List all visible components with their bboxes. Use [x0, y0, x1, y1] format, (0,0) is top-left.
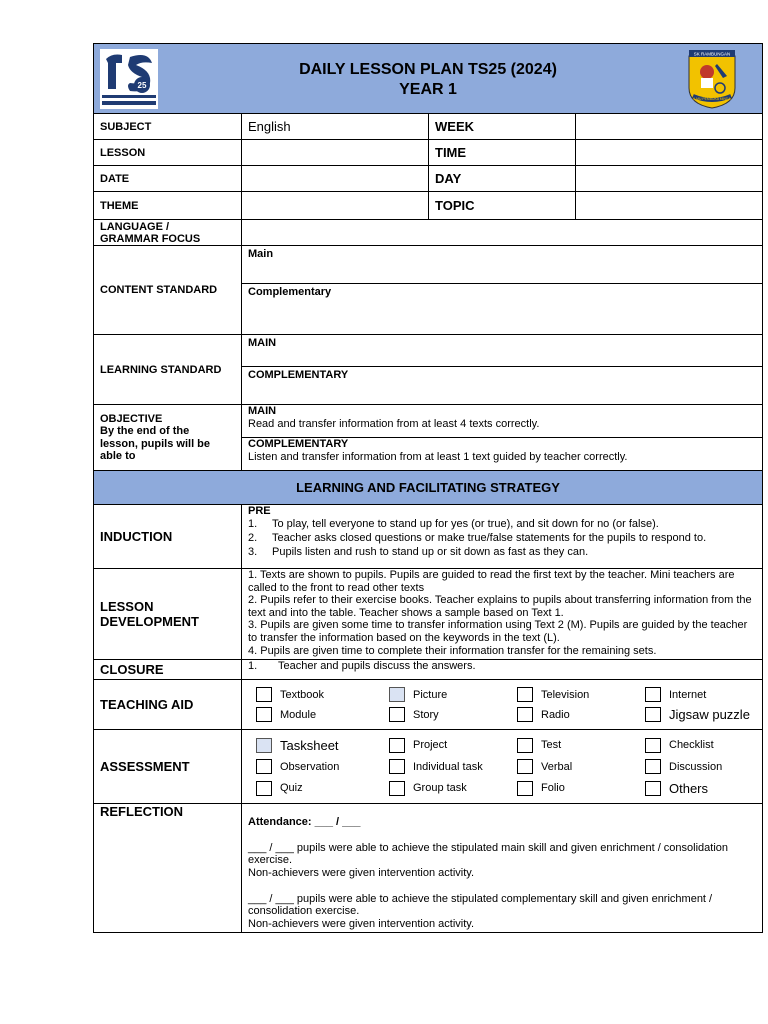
assessment-option-tasksheet[interactable] — [256, 734, 389, 756]
objective-label-line-4: able to — [100, 450, 136, 462]
induction-item-text: Teacher asks closed questions or make true/false statements for the pupils to respond to. — [272, 532, 707, 544]
teaching-aid-option-label: Television — [541, 688, 590, 701]
strategy-section-title: LEARNING AND FACILITATING STRATEGY — [94, 471, 763, 505]
language-focus-value[interactable] — [242, 220, 763, 246]
development-step: 4. Pupils are given time to complete their information transfer for the remaining sets. — [248, 644, 657, 657]
teaching-aid-checkbox-story[interactable] — [389, 707, 405, 722]
lesson-development-label-line-1: LESSON — [100, 599, 154, 615]
induction-item-number: 1. — [248, 518, 258, 530]
teaching-aid-checkbox-television[interactable] — [517, 687, 533, 702]
assessment-checkbox-tasksheet[interactable] — [256, 738, 272, 753]
learning-standard-main[interactable] — [242, 335, 763, 367]
teaching-aid-option-module[interactable] — [256, 705, 389, 725]
week-label: WEEK — [429, 114, 576, 140]
assessment-checkbox-project[interactable] — [389, 738, 405, 753]
induction-item — [248, 546, 756, 560]
teaching-aid-option-radio[interactable] — [517, 705, 645, 725]
induction-label: INDUCTION — [94, 505, 242, 569]
learning-standard-label: LEARNING STANDARD — [94, 335, 242, 405]
teaching-aid-option-label: Jigsaw puzzle — [669, 707, 750, 723]
assessment-option-checklist[interactable] — [645, 734, 765, 756]
teaching-aid-checkbox-jigsaw-puzzle[interactable] — [645, 707, 661, 722]
teaching-aid-option-story[interactable] — [389, 705, 517, 725]
teaching-aid-option-textbook[interactable] — [256, 685, 389, 705]
title-line-1: DAILY LESSON PLAN TS25 (2024) — [299, 61, 557, 78]
development-step: 3. Pupils are given some time to transfer information using Text 2 (M). Pupils are guided by the teacher to transfer the information based on the keywords in the text (L). — [248, 619, 748, 644]
reflection-main-line-2: Non-achievers were given intervention activity. — [248, 866, 475, 879]
logo-number: 25 — [137, 81, 147, 90]
teaching-aid-checkbox-radio[interactable] — [517, 707, 533, 722]
assessment-checkbox-quiz[interactable] — [256, 781, 272, 796]
assessment-label: ASSESSMENT — [94, 730, 242, 804]
teaching-aid-grid — [242, 685, 762, 725]
assessment-checkbox-verbal[interactable] — [517, 759, 533, 774]
learning-standard-complementary[interactable] — [242, 367, 763, 405]
learning-standard-complementary-label: COMPLEMENTARY — [248, 369, 349, 381]
teaching-aid-checkbox-textbook[interactable] — [256, 687, 272, 702]
assessment-option-label: Others — [669, 780, 709, 796]
assessment-checkbox-observation[interactable] — [256, 759, 272, 774]
induction-item — [248, 518, 756, 532]
assessment-option-test[interactable] — [517, 734, 645, 756]
objective-main[interactable] — [242, 405, 763, 438]
assessment-option-label: Project — [413, 739, 448, 752]
crest-name: SK RAMBUNGAN — [693, 51, 731, 57]
date-label: DATE — [94, 166, 242, 192]
header-banner — [94, 44, 763, 114]
teaching-aid-option-label: Module — [280, 708, 317, 721]
objective-complementary[interactable] — [242, 438, 763, 471]
induction-item-text: To play, tell everyone to stand up for yes (or true), and sit down for no (or false). — [272, 518, 659, 530]
teaching-aid-option-picture[interactable] — [389, 685, 517, 705]
objective-label-line-3: lesson, pupils will be — [100, 437, 211, 450]
assessment-option-verbal[interactable] — [517, 756, 645, 778]
induction-item-number: 2. — [248, 532, 258, 544]
development-step: 2. Pupils refer to their exercise books. Teacher explains to pupils about transferring information from the text and into the table. Teacher shows a sample based on Text 1. — [248, 594, 752, 619]
lesson-development-label — [94, 569, 242, 660]
objective-complementary-label: COMPLEMENTARY — [248, 438, 349, 450]
language-focus-label-line-1: LANGUAGE / — [100, 220, 170, 233]
teaching-aid-options — [242, 680, 763, 730]
teaching-aid-option-television[interactable] — [517, 685, 645, 705]
teaching-aid-checkbox-internet[interactable] — [645, 687, 661, 702]
objective-label-line-2: By the end of the — [100, 425, 190, 437]
assessment-option-label: Discussion — [669, 760, 723, 773]
assessment-checkbox-group-task[interactable] — [389, 781, 405, 796]
assessment-option-project[interactable] — [389, 734, 517, 756]
title-line-2: YEAR 1 — [399, 81, 457, 98]
induction-item-text: Pupils listen and rush to stand up or sit down as fast as they can. — [272, 546, 589, 558]
induction-item-number: 3. — [248, 546, 258, 558]
school-crest-logo — [687, 48, 737, 110]
week-value[interactable] — [576, 114, 763, 140]
closure-item — [248, 660, 756, 673]
assessment-option-folio[interactable] — [517, 777, 645, 799]
topic-value[interactable] — [576, 192, 763, 220]
assessment-option-label: Quiz — [280, 782, 303, 795]
subject-label: SUBJECT — [94, 114, 242, 140]
closure-label: CLOSURE — [94, 660, 242, 680]
attendance-line: Attendance: ___ / ___ — [248, 816, 361, 829]
teaching-aid-option-label: Picture — [413, 688, 448, 701]
closure-item-text: Teacher and pupils discuss the answers. — [278, 660, 476, 673]
reflection-complementary-line-2: Non-achievers were given intervention activity. — [248, 917, 475, 930]
lesson-plan-table — [93, 43, 763, 933]
lesson-value[interactable] — [242, 140, 429, 166]
assessment-option-discussion[interactable] — [645, 756, 765, 778]
theme-label: THEME — [94, 192, 242, 220]
assessment-option-label: Group task — [413, 782, 467, 795]
assessment-option-label: Verbal — [541, 760, 573, 773]
lesson-plan-sheet — [93, 43, 762, 933]
teaching-aid-option-label: Internet — [669, 688, 707, 701]
assessment-option-group-task[interactable] — [389, 777, 517, 799]
assessment-grid — [242, 734, 762, 799]
time-value[interactable] — [576, 140, 763, 166]
assessment-option-label: Test — [541, 739, 562, 752]
reflection-content[interactable] — [242, 804, 763, 933]
objective-label — [94, 405, 242, 471]
assessment-checkbox-others[interactable] — [645, 781, 661, 796]
teaching-aid-option-label: Textbook — [280, 688, 325, 701]
day-label: DAY — [429, 166, 576, 192]
reflection-label: REFLECTION — [94, 804, 242, 933]
closure-content[interactable] — [242, 660, 763, 680]
content-standard-label: CONTENT STANDARD — [94, 246, 242, 335]
assessment-checkbox-test[interactable] — [517, 738, 533, 753]
assessment-option-individual-task[interactable] — [389, 756, 517, 778]
crest-motto: ILMU PEMBUKA MINDA — [693, 97, 731, 101]
teaching-aid-checkbox-picture[interactable] — [389, 687, 405, 702]
lesson-development-label-line-2: DEVELOPMENT — [100, 614, 199, 630]
objective-main-text: Read and transfer information from at least 4 texts correctly. — [248, 418, 540, 430]
content-standard-complementary[interactable] — [242, 284, 763, 335]
reflection-main-line-1: ___ / ___ pupils were able to achieve the stipulated main skill and given enrichment / consolidation exercise. — [248, 841, 729, 867]
assessment-checkbox-discussion[interactable] — [645, 759, 661, 774]
assessment-option-quiz[interactable] — [256, 777, 389, 799]
assessment-options — [242, 730, 763, 804]
assessment-option-label: Individual task — [413, 760, 483, 773]
subject-value[interactable]: English — [242, 114, 429, 140]
content-standard-main-label: Main — [248, 248, 274, 260]
teaching-aid-checkbox-module[interactable] — [256, 707, 272, 722]
objective-label-line-1: OBJECTIVE — [100, 412, 163, 425]
content-standard-complementary-label: Complementary — [248, 286, 332, 298]
assessment-checkbox-folio[interactable] — [517, 781, 533, 796]
language-focus-label-line-2: GRAMMAR FOCUS — [100, 232, 201, 245]
page-title — [94, 60, 762, 100]
time-label: TIME — [429, 140, 576, 166]
teaching-aid-option-jigsaw-puzzle[interactable] — [645, 705, 765, 725]
date-value[interactable] — [242, 166, 429, 192]
lesson-label: LESSON — [94, 140, 242, 166]
theme-value[interactable] — [242, 192, 429, 220]
day-value[interactable] — [576, 166, 763, 192]
objective-complementary-text: Listen and transfer information from at least 1 text guided by teacher correctly. — [248, 451, 628, 463]
language-focus-label — [94, 220, 242, 246]
assessment-checkbox-checklist[interactable] — [645, 738, 661, 753]
closure-item-number: 1. — [248, 660, 258, 673]
induction-content[interactable] — [242, 505, 763, 569]
assessment-option-label: Tasksheet — [280, 737, 339, 753]
development-step: 1. Texts are shown to pupils. Pupils are guided to read the first text by the teacher. Mini teachers are called to the front to read other texts — [248, 569, 735, 594]
teaching-aid-option-label: Story — [413, 708, 439, 721]
lesson-development-content[interactable] — [242, 569, 763, 660]
assessment-option-others[interactable] — [645, 777, 765, 799]
induction-pre-label: PRE — [248, 505, 271, 517]
assessment-option-label: Observation — [280, 760, 340, 773]
induction-item — [248, 532, 756, 546]
teaching-aid-option-internet[interactable] — [645, 685, 765, 705]
assessment-option-observation[interactable] — [256, 756, 389, 778]
assessment-option-label: Folio — [541, 782, 565, 795]
reflection-complementary-line-1: ___ / ___ pupils were able to achieve the stipulated complementary skill and given enrichment / consolidation exercise. — [248, 892, 713, 918]
teaching-aid-option-label: Radio — [541, 708, 570, 721]
learning-standard-main-label: MAIN — [248, 337, 277, 349]
induction-list — [248, 518, 756, 560]
topic-label: TOPIC — [429, 192, 576, 220]
assessment-option-label: Checklist — [669, 739, 714, 752]
assessment-checkbox-individual-task[interactable] — [389, 759, 405, 774]
teaching-aid-label: TEACHING AID — [94, 680, 242, 730]
content-standard-main[interactable] — [242, 246, 763, 284]
objective-main-label: MAIN — [248, 405, 277, 417]
